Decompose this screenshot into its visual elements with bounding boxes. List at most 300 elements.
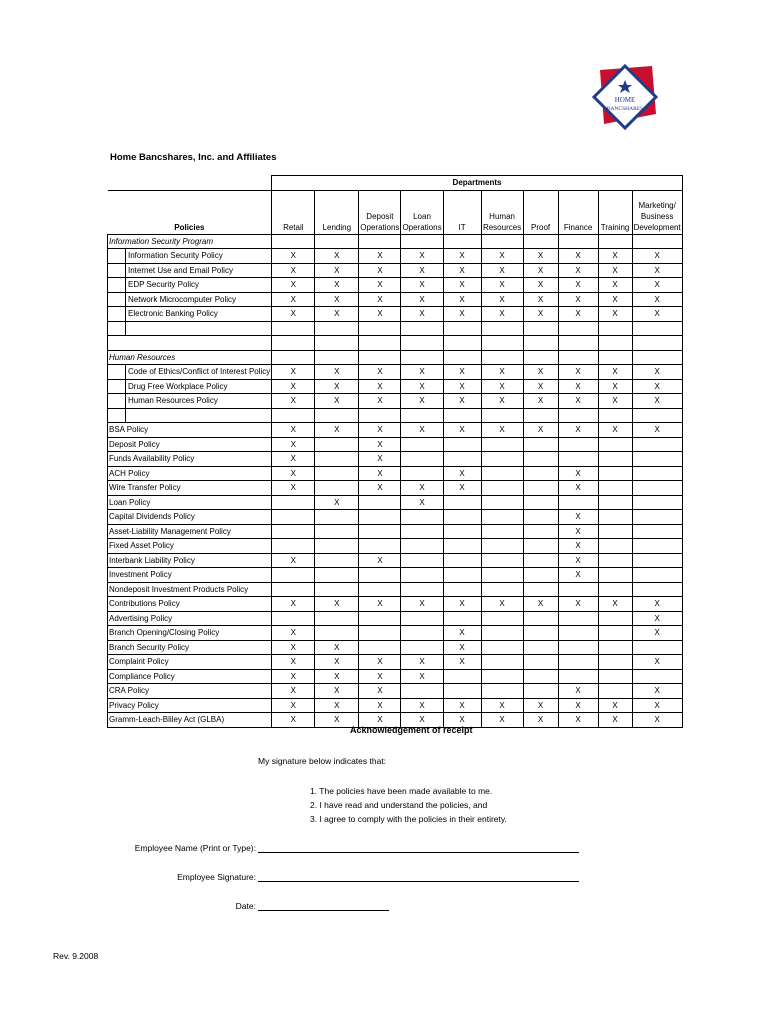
mark-cell — [523, 452, 558, 467]
policy-name: Information Security Policy — [126, 249, 272, 264]
mark-cell — [523, 582, 558, 597]
mark-cell: X — [359, 466, 401, 481]
mark-cell — [359, 582, 401, 597]
mark-cell: X — [598, 597, 632, 612]
mark-cell: X — [632, 684, 682, 699]
mark-cell: X — [359, 307, 401, 322]
mark-cell: X — [401, 597, 443, 612]
column-header-line: IT — [458, 222, 466, 232]
mark-cell: X — [523, 379, 558, 394]
mark-cell: X — [598, 698, 632, 713]
mark-cell — [272, 321, 315, 336]
mark-cell — [598, 481, 632, 496]
table-row — [108, 408, 683, 423]
mark-cell — [443, 336, 481, 351]
column-header — [598, 190, 632, 234]
mark-cell — [481, 539, 523, 554]
mark-cell: X — [523, 394, 558, 409]
mark-cell — [272, 510, 315, 525]
home-bancshares-logo — [590, 62, 660, 132]
column-header-line: Business — [640, 211, 674, 221]
mark-cell — [558, 626, 598, 641]
column-header — [481, 190, 523, 234]
mark-cell — [401, 582, 443, 597]
mark-cell — [401, 336, 443, 351]
mark-cell — [632, 234, 682, 249]
mark-cell — [315, 510, 359, 525]
mark-cell — [632, 640, 682, 655]
mark-cell — [558, 669, 598, 684]
mark-cell: X — [558, 278, 598, 293]
mark-cell: X — [558, 539, 598, 554]
mark-cell — [315, 611, 359, 626]
mark-cell: X — [443, 481, 481, 496]
mark-cell: X — [272, 292, 315, 307]
policy-name: Capital Dividends Policy — [108, 510, 272, 525]
mark-cell: X — [359, 278, 401, 293]
mark-cell — [598, 568, 632, 583]
mark-cell: X — [558, 713, 598, 728]
indent-cell — [108, 365, 126, 380]
mark-cell — [632, 336, 682, 351]
table-row — [108, 524, 683, 539]
mark-cell — [443, 234, 481, 249]
employee-name-line[interactable] — [258, 852, 579, 853]
policy-name: Loan Policy — [108, 495, 272, 510]
mark-cell: X — [401, 423, 443, 438]
mark-cell — [443, 321, 481, 336]
mark-cell — [443, 611, 481, 626]
mark-cell — [523, 684, 558, 699]
table-row — [108, 321, 683, 336]
mark-cell — [558, 350, 598, 365]
mark-cell — [272, 582, 315, 597]
mark-cell — [598, 582, 632, 597]
table-row — [108, 640, 683, 655]
mark-cell — [598, 510, 632, 525]
mark-cell: X — [558, 292, 598, 307]
policy-name: Human Resources Policy — [126, 394, 272, 409]
mark-cell — [443, 553, 481, 568]
mark-cell: X — [523, 713, 558, 728]
policy-name: Branch Security Policy — [108, 640, 272, 655]
mark-cell: X — [272, 423, 315, 438]
mark-cell — [272, 495, 315, 510]
policy-name: Deposit Policy — [108, 437, 272, 452]
table-row — [108, 698, 683, 713]
policy-name — [126, 321, 272, 336]
mark-cell — [315, 524, 359, 539]
mark-cell: X — [598, 292, 632, 307]
svg-text:HOME: HOME — [614, 96, 636, 104]
mark-cell — [598, 539, 632, 554]
section-heading: Information Security Program — [108, 234, 272, 249]
mark-cell: X — [443, 365, 481, 380]
mark-cell — [401, 408, 443, 423]
column-header-line: Operations — [360, 222, 400, 232]
mark-cell — [558, 234, 598, 249]
mark-cell — [523, 655, 558, 670]
mark-cell — [632, 669, 682, 684]
column-header-line: Deposit — [366, 211, 394, 221]
mark-cell — [443, 437, 481, 452]
mark-cell — [523, 481, 558, 496]
mark-cell — [401, 539, 443, 554]
mark-cell — [443, 510, 481, 525]
mark-cell — [558, 408, 598, 423]
mark-cell: X — [558, 510, 598, 525]
table-row — [108, 626, 683, 641]
date-label: Date: — [235, 901, 256, 911]
mark-cell: X — [558, 684, 598, 699]
table-row — [108, 568, 683, 583]
mark-cell: X — [315, 307, 359, 322]
mark-cell: X — [598, 379, 632, 394]
mark-cell: X — [443, 307, 481, 322]
mark-cell: X — [523, 597, 558, 612]
acknowledgement-item: 2. I have read and understand the policies, and — [310, 800, 488, 810]
policy-name: Interbank Liability Policy — [108, 553, 272, 568]
mark-cell: X — [632, 278, 682, 293]
mark-cell — [481, 669, 523, 684]
mark-cell — [315, 466, 359, 481]
mark-cell: X — [598, 263, 632, 278]
policy-name: Funds Availability Policy — [108, 452, 272, 467]
column-header-line: Training — [600, 222, 630, 232]
table-row — [108, 452, 683, 467]
table-row — [108, 597, 683, 612]
mark-cell — [481, 481, 523, 496]
table-row — [108, 481, 683, 496]
mark-cell: X — [443, 249, 481, 264]
mark-cell — [598, 626, 632, 641]
mark-cell — [481, 350, 523, 365]
table-row — [108, 466, 683, 481]
mark-cell: X — [443, 698, 481, 713]
mark-cell — [272, 539, 315, 554]
mark-cell: X — [359, 481, 401, 496]
mark-cell: X — [272, 669, 315, 684]
mark-cell: X — [443, 379, 481, 394]
mark-cell — [272, 350, 315, 365]
mark-cell: X — [401, 713, 443, 728]
mark-cell — [401, 234, 443, 249]
employee-signature-line[interactable] — [258, 881, 579, 882]
column-header-line: Operations — [402, 222, 442, 232]
mark-cell: X — [401, 249, 443, 264]
column-header — [315, 190, 359, 234]
mark-cell: X — [272, 640, 315, 655]
mark-cell — [481, 553, 523, 568]
mark-cell: X — [598, 713, 632, 728]
mark-cell — [632, 510, 682, 525]
mark-cell: X — [315, 249, 359, 264]
mark-cell: X — [598, 249, 632, 264]
mark-cell: X — [632, 249, 682, 264]
mark-cell — [272, 234, 315, 249]
mark-cell: X — [401, 481, 443, 496]
mark-cell — [401, 321, 443, 336]
mark-cell: X — [443, 263, 481, 278]
indent-cell — [108, 321, 126, 336]
mark-cell: X — [272, 466, 315, 481]
mark-cell — [558, 336, 598, 351]
mark-cell: X — [272, 655, 315, 670]
mark-cell: X — [598, 278, 632, 293]
mark-cell: X — [401, 669, 443, 684]
mark-cell: X — [272, 698, 315, 713]
column-header — [523, 190, 558, 234]
mark-cell: X — [401, 379, 443, 394]
mark-cell — [523, 510, 558, 525]
acknowledgement-item: 1. The policies have been made available to me. — [310, 786, 493, 796]
mark-cell: X — [481, 365, 523, 380]
mark-cell — [558, 452, 598, 467]
mark-cell: X — [523, 278, 558, 293]
mark-cell: X — [315, 379, 359, 394]
mark-cell — [359, 234, 401, 249]
mark-cell — [523, 408, 558, 423]
mark-cell — [401, 611, 443, 626]
table-row — [108, 423, 683, 438]
mark-cell: X — [401, 263, 443, 278]
mark-cell — [272, 524, 315, 539]
mark-cell: X — [443, 423, 481, 438]
mark-cell — [359, 524, 401, 539]
indent-cell — [108, 292, 126, 307]
table-row — [108, 611, 683, 626]
mark-cell — [315, 452, 359, 467]
mark-cell — [558, 321, 598, 336]
mark-cell: X — [598, 365, 632, 380]
mark-cell — [523, 321, 558, 336]
mark-cell — [523, 640, 558, 655]
mark-cell — [401, 640, 443, 655]
mark-cell: X — [272, 713, 315, 728]
mark-cell: X — [359, 292, 401, 307]
departments-header-row — [108, 176, 683, 191]
mark-cell: X — [272, 379, 315, 394]
mark-cell — [523, 553, 558, 568]
mark-cell — [632, 452, 682, 467]
mark-cell — [598, 452, 632, 467]
mark-cell — [315, 568, 359, 583]
acknowledgement-title: Acknowledgement of receipt — [350, 725, 473, 735]
mark-cell — [632, 582, 682, 597]
mark-cell: X — [558, 568, 598, 583]
mark-cell — [401, 350, 443, 365]
policy-name: BSA Policy — [108, 423, 272, 438]
column-header — [443, 190, 481, 234]
mark-cell: X — [523, 307, 558, 322]
mark-cell — [315, 582, 359, 597]
policies-title: Policies — [108, 190, 272, 234]
mark-cell — [443, 582, 481, 597]
mark-cell: X — [632, 394, 682, 409]
policy-name: ACH Policy — [108, 466, 272, 481]
mark-cell — [443, 539, 481, 554]
mark-cell: X — [272, 365, 315, 380]
table-row — [108, 278, 683, 293]
mark-cell — [523, 626, 558, 641]
mark-cell: X — [632, 713, 682, 728]
table-row — [108, 553, 683, 568]
mark-cell: X — [359, 249, 401, 264]
mark-cell — [598, 466, 632, 481]
mark-cell: X — [272, 394, 315, 409]
policy-name: Drug Free Workplace Policy — [126, 379, 272, 394]
mark-cell: X — [272, 263, 315, 278]
mark-cell — [401, 452, 443, 467]
policy-name: Nondeposit Investment Products Policy — [108, 582, 272, 597]
mark-cell: X — [558, 365, 598, 380]
mark-cell: X — [598, 394, 632, 409]
mark-cell: X — [481, 597, 523, 612]
mark-cell: X — [401, 307, 443, 322]
policy-name: Asset-Liability Management Policy — [108, 524, 272, 539]
mark-cell: X — [359, 669, 401, 684]
mark-cell — [359, 495, 401, 510]
mark-cell: X — [523, 249, 558, 264]
mark-cell: X — [315, 597, 359, 612]
mark-cell: X — [359, 452, 401, 467]
mark-cell: X — [401, 655, 443, 670]
mark-cell: X — [481, 394, 523, 409]
table-row — [108, 684, 683, 699]
policy-name: Internet Use and Email Policy — [126, 263, 272, 278]
column-header-line: Proof — [531, 222, 551, 232]
column-header — [558, 190, 598, 234]
mark-cell — [401, 524, 443, 539]
policy-name: Network Microcomputer Policy — [126, 292, 272, 307]
mark-cell — [523, 539, 558, 554]
table-row — [108, 510, 683, 525]
mark-cell — [481, 640, 523, 655]
mark-cell: X — [558, 597, 598, 612]
mark-cell — [598, 524, 632, 539]
mark-cell: X — [359, 553, 401, 568]
mark-cell — [315, 553, 359, 568]
indent-cell — [108, 394, 126, 409]
company-title: Home Bancshares, Inc. and Affiliates — [110, 152, 277, 163]
mark-cell: X — [315, 495, 359, 510]
mark-cell: X — [523, 365, 558, 380]
column-header-line: Marketing/ — [638, 200, 676, 210]
mark-cell — [632, 524, 682, 539]
mark-cell: X — [632, 698, 682, 713]
policy-name: Code of Ethics/Conflict of Interest Policy — [126, 365, 272, 380]
table-row — [108, 495, 683, 510]
mark-cell — [523, 234, 558, 249]
mark-cell: X — [359, 655, 401, 670]
mark-cell: X — [632, 597, 682, 612]
mark-cell — [481, 655, 523, 670]
column-header — [401, 190, 443, 234]
acknowledgement-list — [310, 784, 507, 826]
mark-cell — [632, 466, 682, 481]
mark-cell — [481, 466, 523, 481]
mark-cell — [359, 626, 401, 641]
mark-cell — [481, 582, 523, 597]
mark-cell: X — [558, 524, 598, 539]
mark-cell — [598, 611, 632, 626]
table-row — [108, 263, 683, 278]
mark-cell: X — [315, 263, 359, 278]
mark-cell: X — [481, 263, 523, 278]
mark-cell: X — [272, 307, 315, 322]
date-line[interactable] — [258, 910, 389, 911]
policy-name: Branch Opening/Closing Policy — [108, 626, 272, 641]
mark-cell: X — [315, 365, 359, 380]
mark-cell: X — [443, 394, 481, 409]
mark-cell — [359, 336, 401, 351]
indent-cell — [108, 249, 126, 264]
indent-cell — [108, 307, 126, 322]
mark-cell — [481, 611, 523, 626]
svg-text:BANCSHARES: BANCSHARES — [606, 106, 644, 112]
mark-cell — [443, 568, 481, 583]
mark-cell: X — [443, 655, 481, 670]
mark-cell — [632, 321, 682, 336]
table-row — [108, 307, 683, 322]
mark-cell — [481, 510, 523, 525]
mark-cell: X — [443, 597, 481, 612]
mark-cell — [558, 611, 598, 626]
column-header — [272, 190, 315, 234]
mark-cell: X — [401, 292, 443, 307]
column-header-line: Retail — [283, 222, 304, 232]
mark-cell — [598, 336, 632, 351]
mark-cell — [598, 640, 632, 655]
table-row — [108, 249, 683, 264]
mark-cell — [523, 524, 558, 539]
mark-cell: X — [272, 278, 315, 293]
revision-label: Rev. 9.2008 — [53, 951, 99, 961]
mark-cell: X — [632, 611, 682, 626]
table-row — [108, 336, 683, 351]
table-row — [108, 655, 683, 670]
mark-cell — [315, 481, 359, 496]
mark-cell — [401, 553, 443, 568]
mark-cell — [315, 234, 359, 249]
column-header-line: Loan — [413, 211, 431, 221]
mark-cell — [359, 539, 401, 554]
table-row — [108, 539, 683, 554]
mark-cell — [598, 350, 632, 365]
mark-cell — [359, 611, 401, 626]
mark-cell: X — [481, 292, 523, 307]
mark-cell: X — [401, 495, 443, 510]
policy-name: Electronic Banking Policy — [126, 307, 272, 322]
indent-cell — [108, 408, 126, 423]
mark-cell: X — [558, 307, 598, 322]
mark-cell: X — [272, 452, 315, 467]
employee-signature-label: Employee Signature: — [177, 872, 256, 882]
mark-cell — [632, 408, 682, 423]
mark-cell — [315, 437, 359, 452]
mark-cell — [481, 684, 523, 699]
mark-cell: X — [558, 481, 598, 496]
mark-cell: X — [315, 292, 359, 307]
mark-cell: X — [359, 684, 401, 699]
mark-cell: X — [272, 684, 315, 699]
mark-cell: X — [359, 423, 401, 438]
mark-cell: X — [632, 263, 682, 278]
policy-name: Complaint Policy — [108, 655, 272, 670]
mark-cell: X — [315, 713, 359, 728]
mark-cell: X — [443, 713, 481, 728]
indent-cell — [108, 278, 126, 293]
